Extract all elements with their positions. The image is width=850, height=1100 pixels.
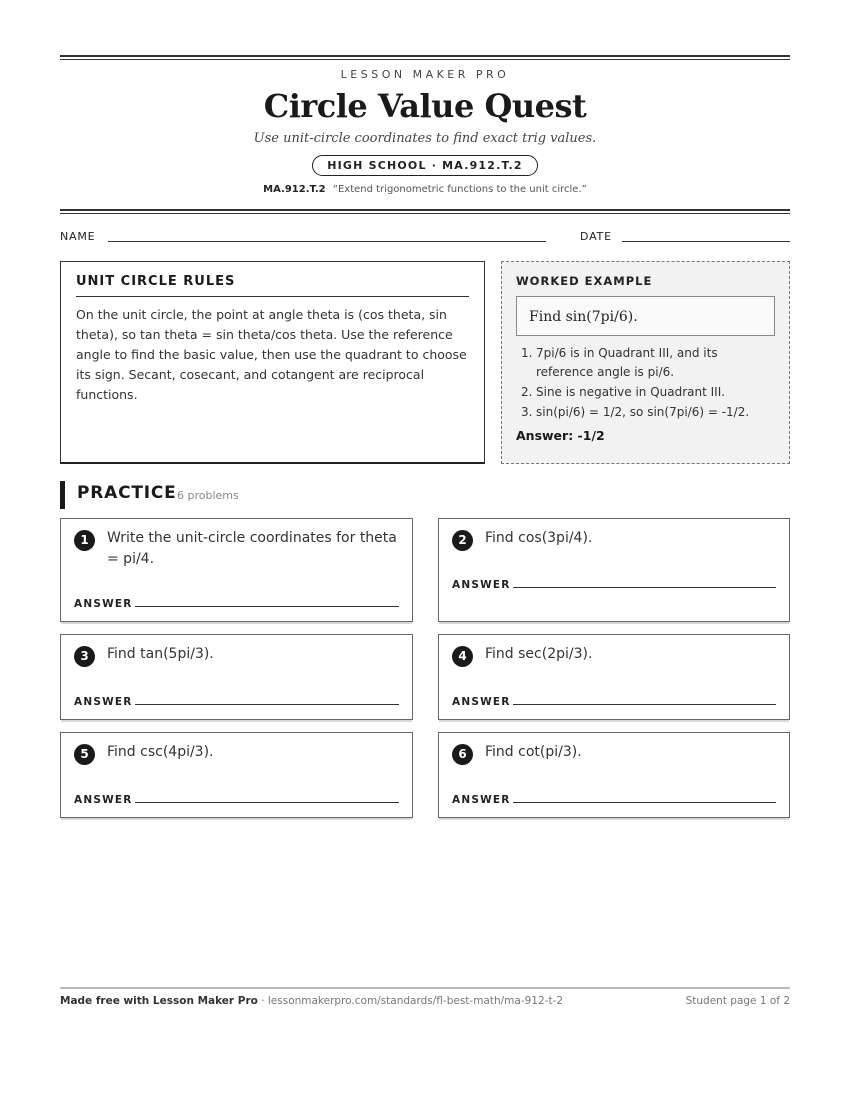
standard-description: “Extend trigonometric functions to the unit circle.” <box>332 184 587 195</box>
problem-text: Find cot(pi/3). <box>485 744 582 760</box>
date-label: DATE <box>580 230 612 243</box>
practice-count: 6 problems <box>177 489 239 502</box>
footer-credit <box>60 995 563 1007</box>
footer-divider <box>60 987 790 989</box>
problem-card-1 <box>60 518 413 622</box>
worked-example-prompt: Find sin(7pi/6). <box>516 296 775 336</box>
problem-text: Write the unit-circle coordinates for theta = pi/4. <box>107 530 397 567</box>
page-subtitle: Use unit-circle coordinates to find exact trig values. <box>253 131 597 146</box>
answer-field-2[interactable] <box>513 587 776 588</box>
name-label: NAME <box>60 230 96 243</box>
answer-label: ANSWER <box>74 696 133 708</box>
worked-example-step: 1. 7pi/6 is in Quadrant III, and its reference angle is pi/6. <box>521 346 718 379</box>
rules-title: UNIT CIRCLE RULES <box>76 274 469 297</box>
worked-example-step: 2. Sine is negative in Quadrant III. <box>521 385 726 399</box>
standard-code: MA.912.T.2 <box>263 184 326 195</box>
name-field[interactable] <box>108 241 546 242</box>
practice-accent-bar <box>60 481 65 509</box>
problem-text: Find csc(4pi/3). <box>107 744 214 760</box>
worked-example-steps <box>516 344 775 422</box>
problem-text: Find sec(2pi/3). <box>485 646 593 662</box>
answer-label: ANSWER <box>74 794 133 806</box>
footer-made-with: Made free with Lesson Maker Pro <box>60 995 258 1007</box>
student-info-row <box>60 230 790 246</box>
standard-line <box>60 184 790 195</box>
footer-page-number: Student page 1 of 2 <box>685 995 790 1007</box>
answer-field-5[interactable] <box>135 802 399 803</box>
problem-text: Find cos(3pi/4). <box>485 530 593 546</box>
answer-field-4[interactable] <box>513 704 776 705</box>
header-bottom-double-rule <box>60 209 790 214</box>
worked-example-answer: Answer: -1/2 <box>516 428 605 443</box>
answer-label: ANSWER <box>74 598 133 610</box>
answer-label: ANSWER <box>452 696 511 708</box>
problem-card-4 <box>438 634 790 720</box>
problem-number-badge: 2 <box>452 530 473 551</box>
problem-card-2 <box>438 518 790 622</box>
answer-field-3[interactable] <box>135 704 399 705</box>
answer-field-6[interactable] <box>513 802 776 803</box>
date-field[interactable] <box>622 241 790 242</box>
problem-number-badge: 3 <box>74 646 95 667</box>
problem-card-5 <box>60 732 413 818</box>
rules-body: On the unit circle, the point at angle theta is (cos theta, sin theta), so tan theta = sin theta/cos theta. Use the reference angle to find the basic value, then use the quadrant to choose its sign. Secant, cosecant, and cotangent are reciprocal functions. <box>76 307 467 402</box>
answer-field-1[interactable] <box>135 606 399 607</box>
worked-example-step: 3. sin(pi/6) = 1/2, so sin(7pi/6) = -1/2. <box>521 405 750 419</box>
problem-number-badge: 1 <box>74 530 95 551</box>
problem-number-badge: 5 <box>74 744 95 765</box>
page-title: Circle Value Quest <box>263 87 587 125</box>
worksheet-header <box>60 62 790 195</box>
grade-standard-pill: HIGH SCHOOL · MA.912.T.2 <box>312 155 538 176</box>
answer-label: ANSWER <box>452 794 511 806</box>
top-double-rule <box>60 55 790 60</box>
practice-heading: PRACTICE <box>77 483 177 503</box>
worked-example-box <box>501 261 790 464</box>
problem-text: Find tan(5pi/3). <box>107 646 214 662</box>
worked-example-title: WORKED EXAMPLE <box>516 274 653 288</box>
brand-label: LESSON MAKER PRO <box>340 68 510 81</box>
problem-card-6 <box>438 732 790 818</box>
problem-number-badge: 6 <box>452 744 473 765</box>
problem-number-badge: 4 <box>452 646 473 667</box>
problem-card-3 <box>60 634 413 720</box>
answer-label: ANSWER <box>452 579 511 591</box>
footer-url[interactable]: · lessonmakerpro.com/standards/fl-best-math/ma-912-t-2 <box>257 995 564 1007</box>
unit-circle-rules-box <box>60 261 485 464</box>
